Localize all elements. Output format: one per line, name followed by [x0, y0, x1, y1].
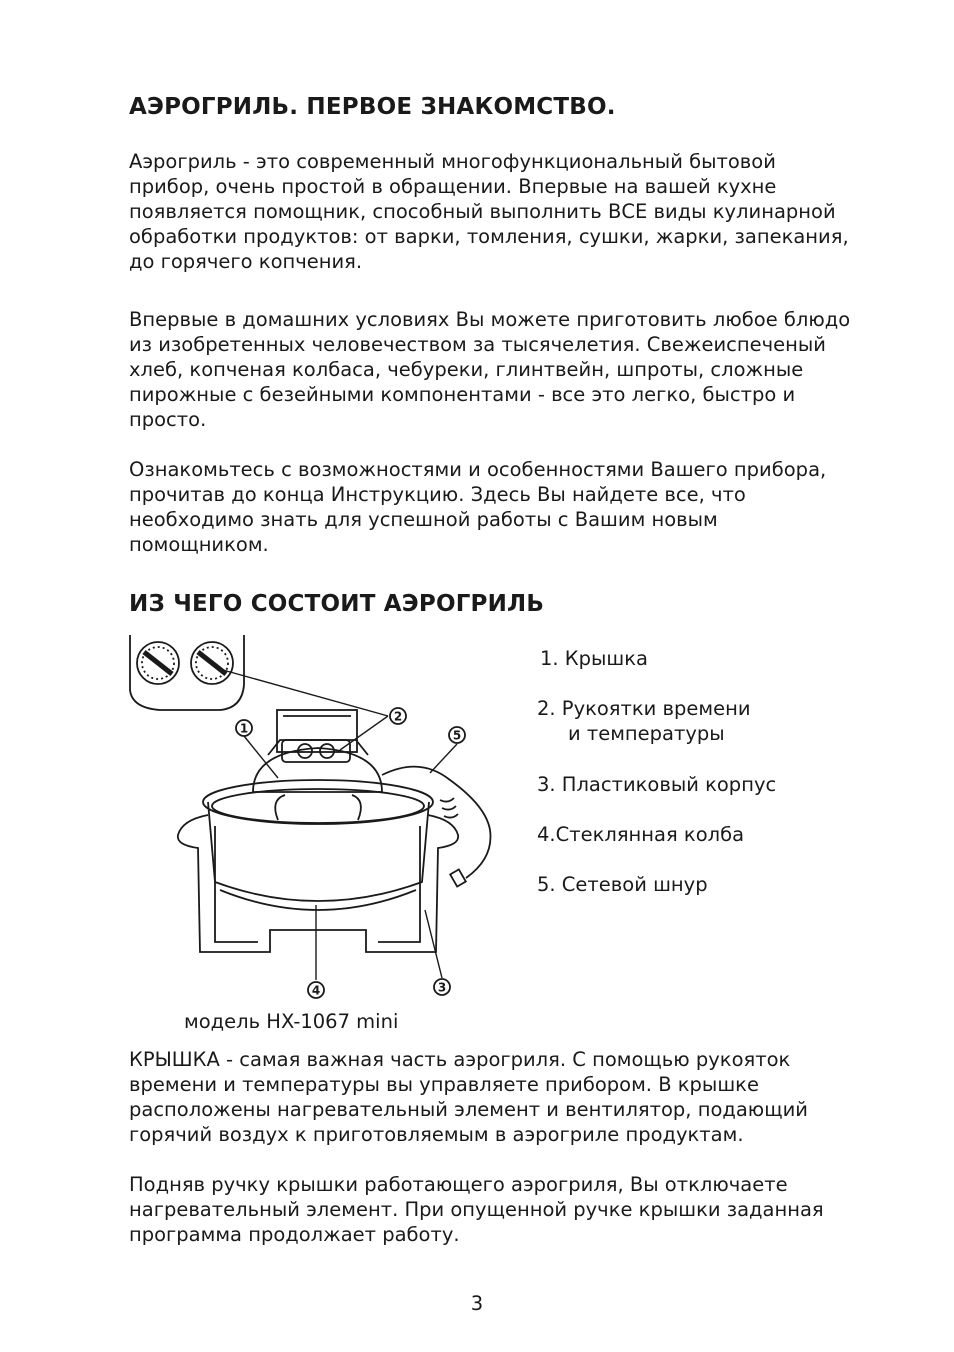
legend-label: и температуры: [537, 722, 725, 745]
legend-item-5: [537, 872, 708, 897]
text-line: прочитав до конца Инструкцию. Здесь Вы найдете все, что: [129, 483, 746, 506]
section-heading-parts: ИЗ ЧЕГО СОСТОИТ АЭРОГРИЛЬ: [129, 591, 545, 617]
text-line: времени и температуры вы управляете прибором. В крышке: [129, 1073, 759, 1096]
callout-1: [236, 720, 252, 736]
text-line: КРЫШКА - самая важная часть аэрогриля. С помощью рукояток: [129, 1048, 791, 1071]
callout-4: [308, 982, 324, 998]
text-line: из изобретенных человечеством за тысячелетия. Свежеиспеченый: [129, 333, 826, 356]
callout-2: [390, 708, 406, 724]
legend-item-1: [540, 646, 648, 671]
aerogrill-diagram: [120, 630, 510, 1010]
power-cord-drawing: [382, 767, 491, 887]
intro-paragraph-3: [129, 457, 869, 557]
svg-text:5: 5: [452, 728, 462, 743]
legend-label: 2. Рукоятки времени: [537, 697, 751, 720]
legend-label: 1. Крышка: [540, 647, 648, 670]
text-line: программа продолжает работу.: [129, 1223, 460, 1246]
svg-text:4: 4: [311, 983, 321, 998]
text-line: Ознакомьтесь с возможностями и особенностями Вашего прибора,: [129, 458, 827, 481]
text-line: горячий воздух к приготовляемым в аэрогриле продуктам.: [129, 1123, 744, 1146]
diagram-caption: модель HX-1067 mini: [184, 1010, 399, 1033]
glass-bowl-drawing: [203, 780, 433, 910]
control-panel-inset: [130, 635, 244, 710]
time-knob-icon: [137, 642, 179, 684]
callout-3: [434, 979, 450, 995]
legend-label: 3. Пластиковый корпус: [537, 773, 777, 796]
text-line: нагревательный элемент. При опущенной ручке крышки заданная: [129, 1198, 824, 1221]
svg-text:2: 2: [393, 709, 403, 724]
text-line: прибор, очень простой в обращении. Впервые на вашей кухне: [129, 175, 777, 198]
text-line: обработки продуктов: от варки, томления, сушки, жарки, запекания,: [129, 225, 849, 248]
section-heading-intro: АЭРОГРИЛЬ. ПЕРВОЕ ЗНАКОМСТВО.: [129, 94, 616, 120]
svg-text:1: 1: [239, 721, 249, 736]
legend-item-2: [537, 696, 751, 746]
text-line: до горячего копчения.: [129, 250, 363, 273]
svg-text:3: 3: [437, 980, 447, 995]
text-line: Аэрогриль - это современный многофункциональный бытовой: [129, 150, 776, 173]
text-line: появляется помощник, способный выполнить ВСЕ виды кулинарной: [129, 200, 836, 223]
callout-5: [449, 727, 465, 743]
text-line: Впервые в домашних условиях Вы можете приготовить любое блюдо: [129, 308, 851, 331]
text-line: помощником.: [129, 533, 269, 556]
text-line: просто.: [129, 408, 207, 431]
intro-paragraph-1: [129, 149, 869, 274]
legend-item-3: [537, 772, 776, 797]
legend-label: 4.Стеклянная колба: [537, 823, 745, 846]
page-number: 3: [470, 1292, 484, 1315]
text-line: хлеб, копченая колбаса, чебуреки, глинтвейн, шпроты, сложные: [129, 358, 804, 381]
text-line: необходимо знать для успешной работы с Вашим новым: [129, 508, 718, 531]
lid-paragraph-1: [129, 1047, 869, 1147]
intro-paragraph-2: [129, 307, 869, 432]
legend-label: 5. Сетевой шнур: [537, 873, 708, 896]
text-line: пирожные с безейными компонентами - все это легко, быстро и: [129, 383, 796, 406]
legend-item-4: [537, 822, 744, 847]
text-line: Подняв ручку крышки работающего аэрогриля, Вы отключаете: [129, 1173, 788, 1196]
lid-paragraph-2: [129, 1172, 869, 1247]
text-line: расположены нагревательный элемент и вентилятор, подающий: [129, 1098, 808, 1121]
temperature-knob-icon: [191, 642, 233, 684]
